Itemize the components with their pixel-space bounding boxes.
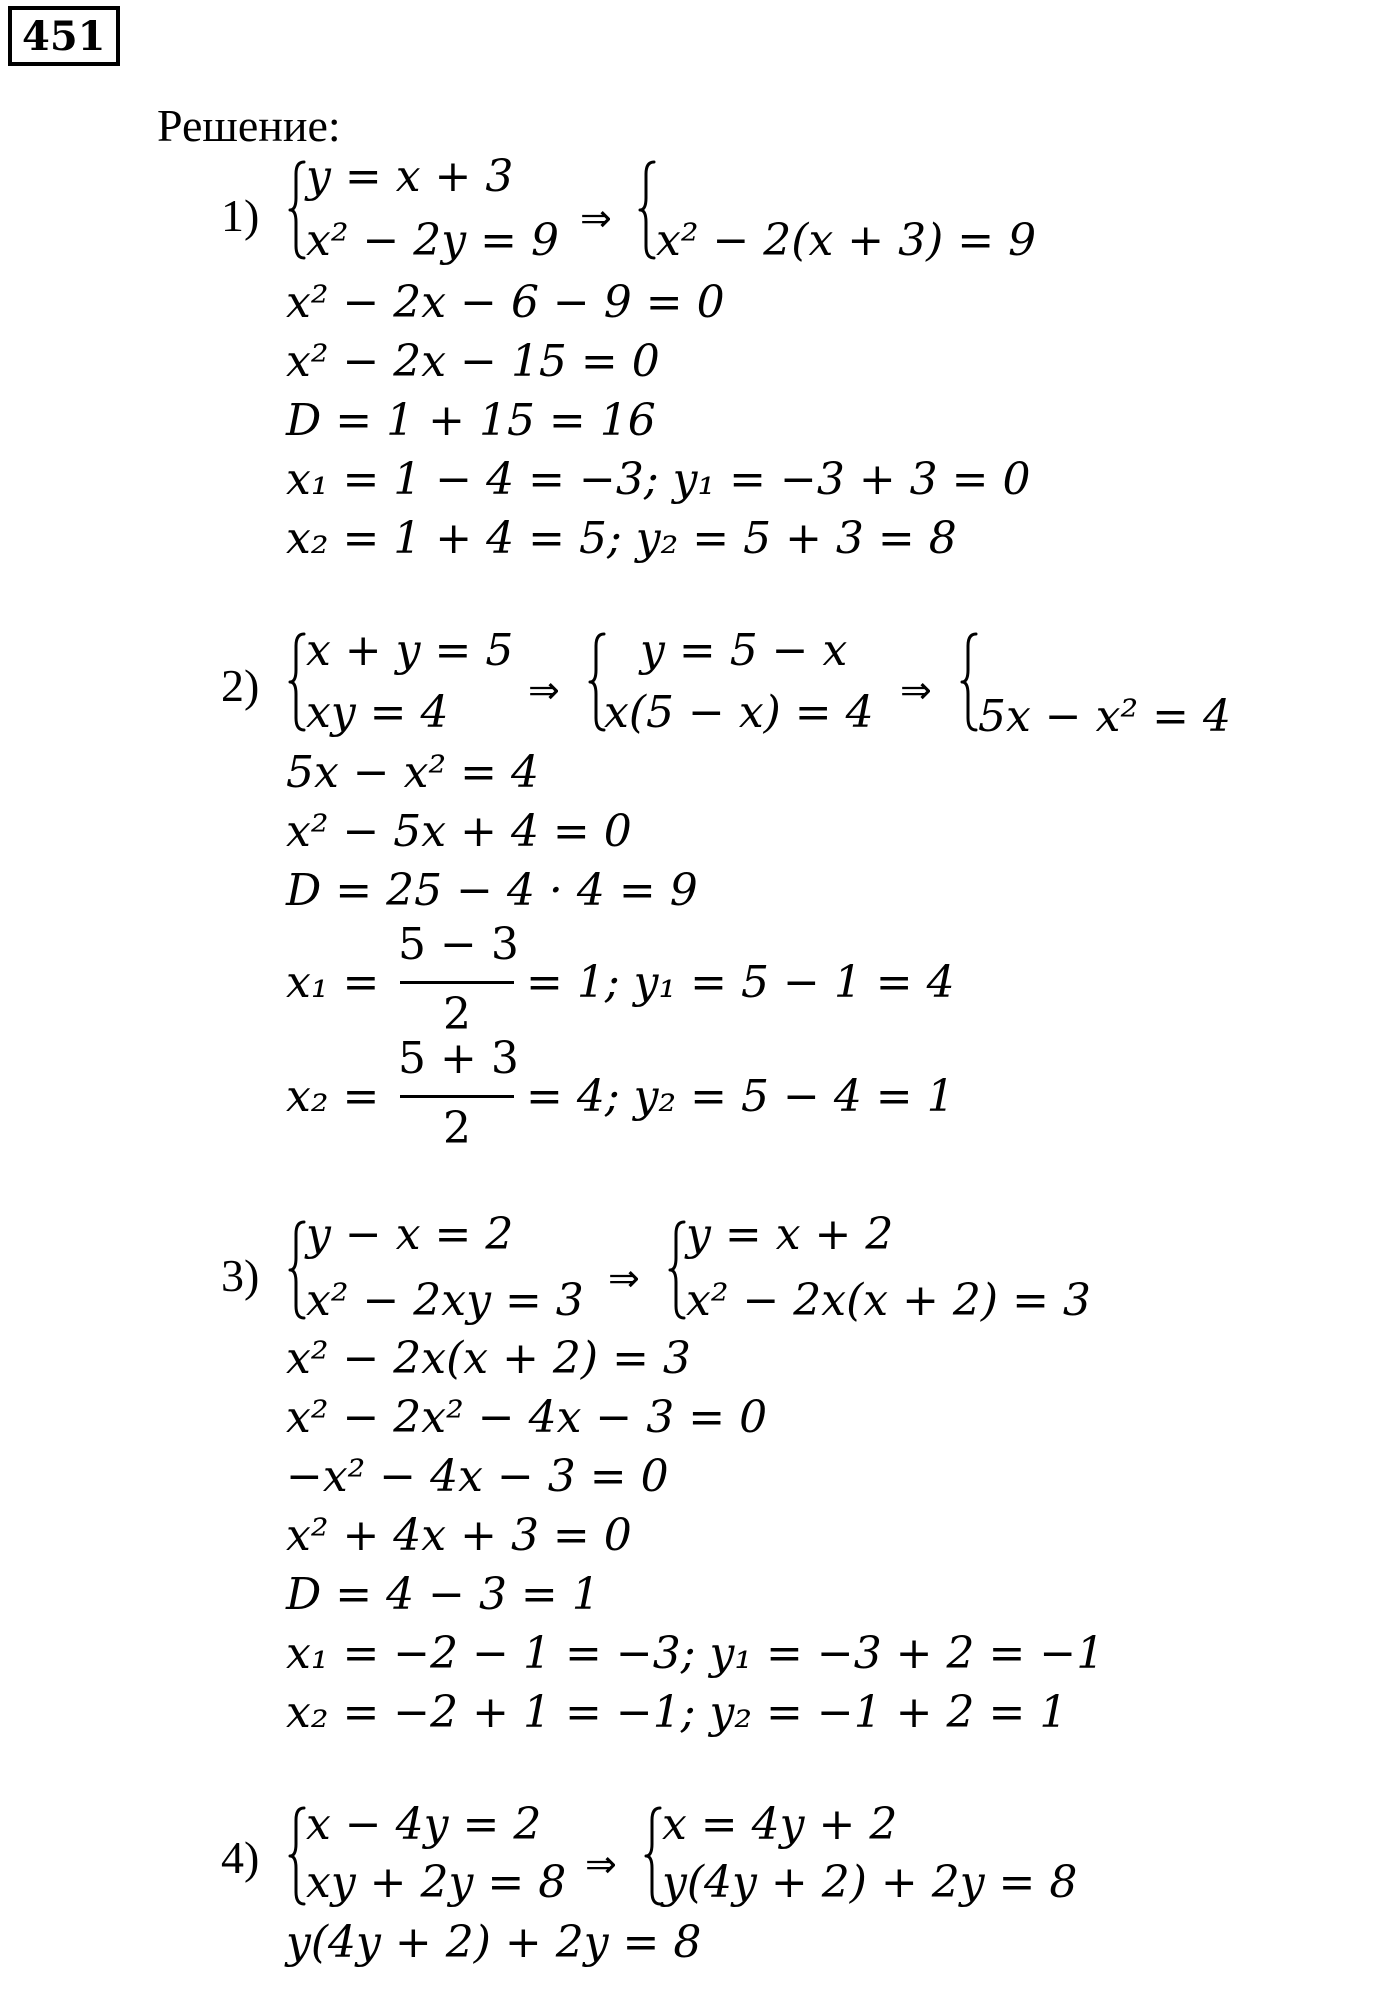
- part-2-system1-eq2: xy = 4: [306, 687, 449, 738]
- part-2-step: x² − 5x + 4 = 0: [286, 806, 632, 857]
- part-4-system2-eq2: y(4y + 2) + 2y = 8: [662, 1857, 1078, 1908]
- part-2-system1-eq1: x + y = 5: [306, 625, 514, 676]
- part-3-implies-arrow: ⇒: [608, 1256, 640, 1300]
- part-1-implies-arrow: ⇒: [580, 196, 612, 240]
- part-2-step: D = 25 − 4 · 4 = 9: [286, 865, 698, 916]
- part-3-system2-eq1: y = x + 2: [686, 1209, 894, 1260]
- part-3-step: x₁ = −2 − 1 = −3; y₁ = −3 + 2 = −1: [286, 1628, 1105, 1679]
- part-2-x1-rhs: = 1; y₁ = 5 − 1 = 4: [526, 957, 955, 1008]
- part-3-label: 3): [221, 1250, 260, 1301]
- part-1-system1-eq2: x² − 2y = 9: [306, 215, 559, 266]
- part-3-step: x² + 4x + 3 = 0: [286, 1510, 632, 1561]
- part-2-x1-numerator: 5 − 3: [398, 919, 519, 970]
- part-1-step: x² − 2x − 6 − 9 = 0: [286, 277, 725, 328]
- part-3-step: x² − 2x(x + 2) = 3: [286, 1333, 691, 1384]
- part-2-x2-lhs: x₂ =: [286, 1071, 380, 1122]
- part-3-step: −x² − 4x − 3 = 0: [286, 1451, 669, 1502]
- part-3-system2-eq2: x² − 2x(x + 2) = 3: [686, 1275, 1091, 1326]
- part-2-x2-denominator: 2: [443, 1103, 471, 1154]
- part-1-system1-eq1: y = x + 3: [306, 151, 514, 202]
- part-4-system1-eq1: x − 4y = 2: [306, 1799, 542, 1850]
- part-1-step: D = 1 + 15 = 16: [286, 395, 656, 446]
- part-2-implies-arrow-1: ⇒: [528, 668, 560, 712]
- part-4-system2-eq1: x = 4y + 2: [662, 1799, 898, 1850]
- part-3-step: x₂ = −2 + 1 = −1; y₂ = −1 + 2 = 1: [286, 1687, 1068, 1738]
- part-1-step: x² − 2x − 15 = 0: [286, 336, 660, 387]
- part-2-x2-fraction-bar: [400, 1095, 514, 1098]
- part-2-x2-numerator: 5 + 3: [398, 1033, 519, 1084]
- part-2-system2-eq2: x(5 − x) = 4: [604, 687, 874, 738]
- part-2-x2-rhs: = 4; y₂ = 5 − 4 = 1: [526, 1071, 955, 1122]
- part-3-system1-eq2: x² − 2xy = 3: [306, 1275, 584, 1326]
- part-3-step: x² − 2x² − 4x − 3 = 0: [286, 1392, 768, 1443]
- task-number-badge: 451: [8, 6, 120, 66]
- part-3-step: D = 4 − 3 = 1: [286, 1569, 600, 1620]
- part-2-x1-fraction-bar: [400, 981, 514, 984]
- part-1-label: 1): [221, 190, 260, 241]
- part-2-x1-denominator: 2: [443, 989, 471, 1040]
- part-2-system3-eq2: 5x − x² = 4: [978, 691, 1231, 742]
- part-4-label: 4): [221, 1832, 260, 1883]
- part-2-label: 2): [221, 660, 260, 711]
- part-4-system1-eq2: xy + 2y = 8: [306, 1857, 567, 1908]
- part-4-implies-arrow: ⇒: [585, 1842, 617, 1886]
- part-3-system1-eq1: y − x = 2: [306, 1209, 514, 1260]
- part-4-step: y(4y + 2) + 2y = 8: [286, 1917, 702, 1968]
- part-1-system2-eq2: x² − 2(x + 3) = 9: [656, 215, 1037, 266]
- part-2-x1-lhs: x₁ =: [286, 957, 380, 1008]
- part-1-step: x₁ = 1 − 4 = −3; y₁ = −3 + 3 = 0: [286, 454, 1031, 505]
- part-2-system2-eq1: y = 5 − x: [640, 625, 848, 676]
- part-2-step: 5x − x² = 4: [286, 747, 539, 798]
- solution-heading: Решение:: [157, 100, 341, 151]
- part-2-implies-arrow-2: ⇒: [900, 668, 932, 712]
- part-1-step: x₂ = 1 + 4 = 5; y₂ = 5 + 3 = 8: [286, 513, 957, 564]
